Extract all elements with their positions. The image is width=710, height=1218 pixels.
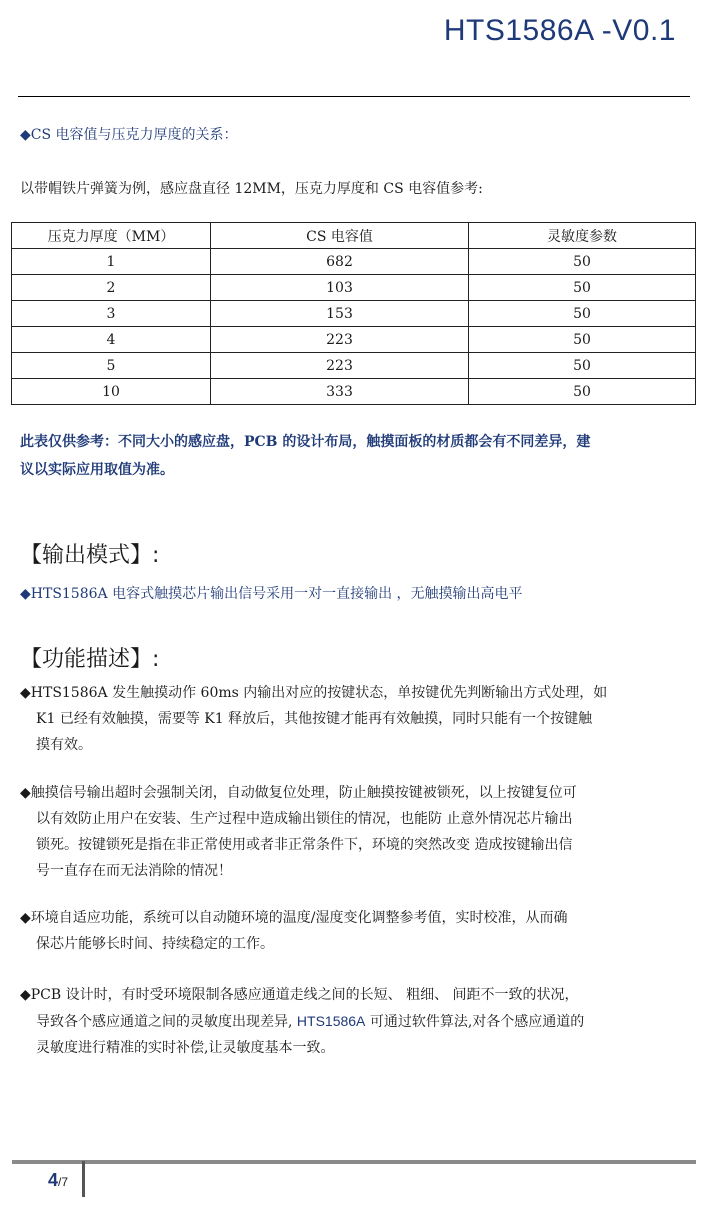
- function-paragraph-4: [20, 982, 692, 1061]
- reference-note-line: 议以实际应用取值为准。: [20, 462, 174, 478]
- table-row: [12, 379, 696, 405]
- table-row: [12, 249, 696, 275]
- table-cell: 50: [469, 249, 696, 275]
- cs-section-heading: ◆CS 电容值与压克力厚度的关系：: [20, 127, 238, 143]
- table-cell: 153: [211, 301, 469, 327]
- table-cell: 2: [12, 275, 211, 301]
- table-row: [12, 275, 696, 301]
- paragraph-line: ◆环境自适应功能，系统可以自动随环境的温度/湿度变化调整参考值，实时校准，从而确: [20, 910, 568, 926]
- table-cell: 4: [12, 327, 211, 353]
- paragraph-line: 号一直存在而无法消除的情况！: [36, 863, 232, 879]
- table-row: [12, 327, 696, 353]
- cs-intro-text: 以带帽铁片弹簧为例，感应盘直径 12MM，压克力厚度和 CS 电容值参考:: [20, 181, 483, 197]
- paragraph-line: 灵敏度进行精准的实时补偿,让灵敏度基本一致。: [36, 1040, 335, 1056]
- footer-vertical-bar: [82, 1161, 85, 1197]
- table-cell: 1: [12, 249, 211, 275]
- paragraph-line: ◆HTS1586A 发生触摸动作 60ms 内输出对应的按键状态，单按键优先判断输出方式处理，如: [20, 685, 608, 701]
- table-cell: 682: [211, 249, 469, 275]
- paragraph-line: [20, 1008, 692, 1035]
- table-cell: 333: [211, 379, 469, 405]
- table-header-row: [12, 223, 696, 249]
- document-title: HTS1586A -V0.1: [443, 14, 676, 47]
- function-paragraph-1: [20, 680, 692, 758]
- chip-model-name: HTS1586A: [296, 1013, 366, 1029]
- output-mode-heading: 【输出模式】:: [20, 543, 160, 568]
- table-cell: 50: [469, 327, 696, 353]
- table-cell: 10: [12, 379, 211, 405]
- table-cell: 5: [12, 353, 211, 379]
- table-cell: 3: [12, 301, 211, 327]
- table-cell: 103: [211, 275, 469, 301]
- column-header-sensitivity: 灵敏度参数: [469, 223, 696, 249]
- paragraph-line: ◆PCB 设计时，有时受环境限制各感应通道走线之间的长短、 粗细、 间距不一致的状况，: [20, 987, 579, 1003]
- paragraph-text: 导致各个感应通道之间的灵敏度出现差异,: [36, 1014, 293, 1030]
- table-cell: 223: [211, 327, 469, 353]
- cs-capacitance-table: [11, 222, 696, 405]
- table-cell: 223: [211, 353, 469, 379]
- current-page: 4: [48, 1170, 59, 1190]
- footer-divider: [12, 1160, 696, 1164]
- table-cell: 50: [469, 379, 696, 405]
- header-divider: [18, 96, 690, 97]
- paragraph-line: K1 已经有效触摸，需要等 K1 释放后，其他按键才能再有效触摸，同时只能有一个按键触: [36, 711, 593, 727]
- reference-note: [20, 428, 692, 484]
- column-header-thickness: 压克力厚度（MM）: [12, 223, 211, 249]
- table-cell: 50: [469, 301, 696, 327]
- function-description-heading: 【功能描述】:: [20, 647, 160, 672]
- table-cell: 50: [469, 353, 696, 379]
- table-row: [12, 301, 696, 327]
- total-pages: /7: [58, 1175, 69, 1189]
- paragraph-text: 可通过软件算法,对各个感应通道的: [369, 1014, 585, 1030]
- paragraph-line: 摸有效。: [36, 737, 92, 753]
- paragraph-line: 锁死。按键锁死是指在非正常使用或者非正常条件下，环境的突然改变 造成按键输出信: [36, 837, 573, 853]
- table-row: [12, 353, 696, 379]
- paragraph-line: 以有效防止用户在安装、生产过程中造成输出锁住的情况，也能防 止意外情况芯片输出: [36, 811, 573, 827]
- function-paragraph-3: [20, 905, 692, 957]
- paragraph-line: 保芯片能够长时间、持续稳定的工作。: [36, 936, 274, 952]
- paragraph-line: ◆触摸信号输出超时会强制关闭，自动做复位处理，防止触摸按键被锁死，以上按键复位可: [20, 785, 577, 801]
- column-header-cs-value: CS 电容值: [211, 223, 469, 249]
- output-mode-description: ◆HTS1586A 电容式触摸芯片输出信号采用一对一直接输出 ，无触摸输出高电平: [20, 586, 523, 602]
- page-number: [48, 1170, 68, 1191]
- reference-note-line: 此表仅供参考：不同大小的感应盘，PCB 的设计布局，触摸面板的材质都会有不同差异，建: [20, 434, 591, 450]
- table-cell: 50: [469, 275, 696, 301]
- function-paragraph-2: [20, 780, 692, 884]
